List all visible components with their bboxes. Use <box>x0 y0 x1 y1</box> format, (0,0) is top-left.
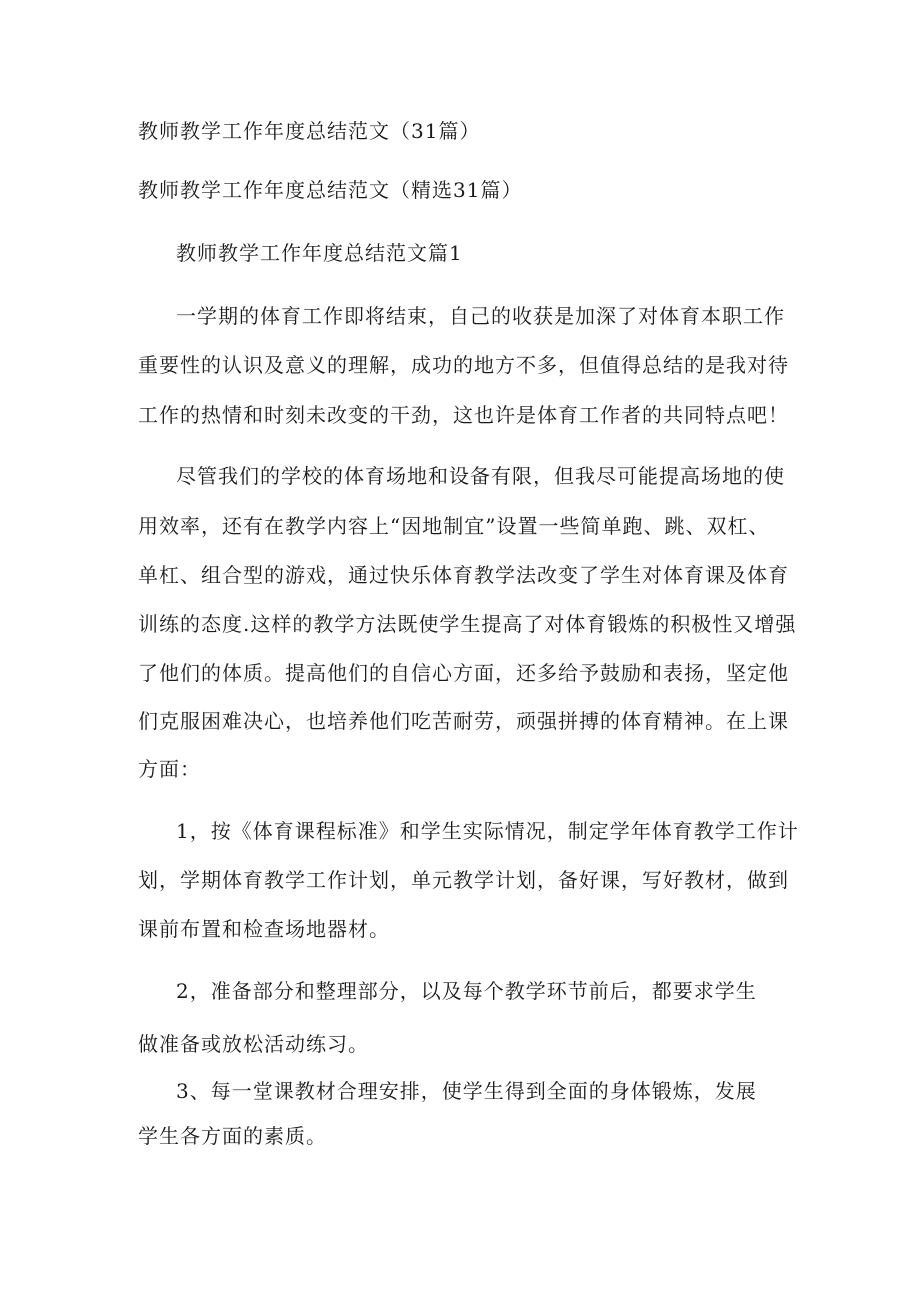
paragraph-2-line-6: 们克服困难决心，也培养他们吃苦耐劳，顽强拼搏的体育精神。在上课 <box>138 709 789 733</box>
item-2-line-1: 2，准备部分和整理部分，以及每个教学环节前后，都要求学生 <box>176 979 757 1003</box>
paragraph-2-line-7: 方面： <box>138 757 201 781</box>
item-1-line-1: 1，按《体育课程标准》和学生实际情况，制定学年体育教学工作计 <box>176 819 799 843</box>
item-2-line-2: 做准备或放松活动练习。 <box>138 1032 369 1056</box>
paragraph-1-line-2: 重要性的认识及意义的理解，成功的地方不多，但值得总结的是我对待 <box>138 353 789 377</box>
paragraph-1-line-1: 一学期的体育工作即将结束，自己的收获是加深了对体育本职工作 <box>176 304 785 328</box>
paragraph-2-line-3: 单杠、组合型的游戏，通过快乐体育教学法改变了学生对体育课及体育 <box>138 563 789 587</box>
paragraph-2-line-1: 尽管我们的学校的体育场地和设备有限，但我尽可能提高场地的使 <box>176 464 785 488</box>
paragraph-2-line-2: 用效率，还有在教学内容上“因地制宜”设置一些简单跑、跳、双杠、 <box>138 514 770 538</box>
document-title: 教师教学工作年度总结范文（31篇） <box>138 119 481 143</box>
item-1-line-3: 课前布置和检查场地器材。 <box>138 917 390 941</box>
item-1-line-2: 划，学期体育教学工作计划，单元教学计划，备好课，写好教材，做到 <box>138 868 789 892</box>
section-heading: 教师教学工作年度总结范文篇1 <box>176 241 463 265</box>
paragraph-2-line-5: 了他们的体质。提高他们的自信心方面，还多给予鼓励和表扬，坚定他 <box>138 661 789 685</box>
paragraph-1-line-3: 工作的热情和时刻未改变的干劲，这也许是体育工作者的共同特点吧！ <box>138 403 789 427</box>
item-3-line-1: 3、每一堂课教材合理安排，使学生得到全面的身体锻炼，发展 <box>176 1079 757 1103</box>
document-subtitle: 教师教学工作年度总结范文（精选31篇） <box>138 178 523 202</box>
item-3-line-2: 学生各方面的素质。 <box>138 1124 327 1148</box>
paragraph-2-line-4: 训练的态度.这样的教学方法既使学生提高了对体育锻炼的积极性又增强 <box>138 612 797 636</box>
